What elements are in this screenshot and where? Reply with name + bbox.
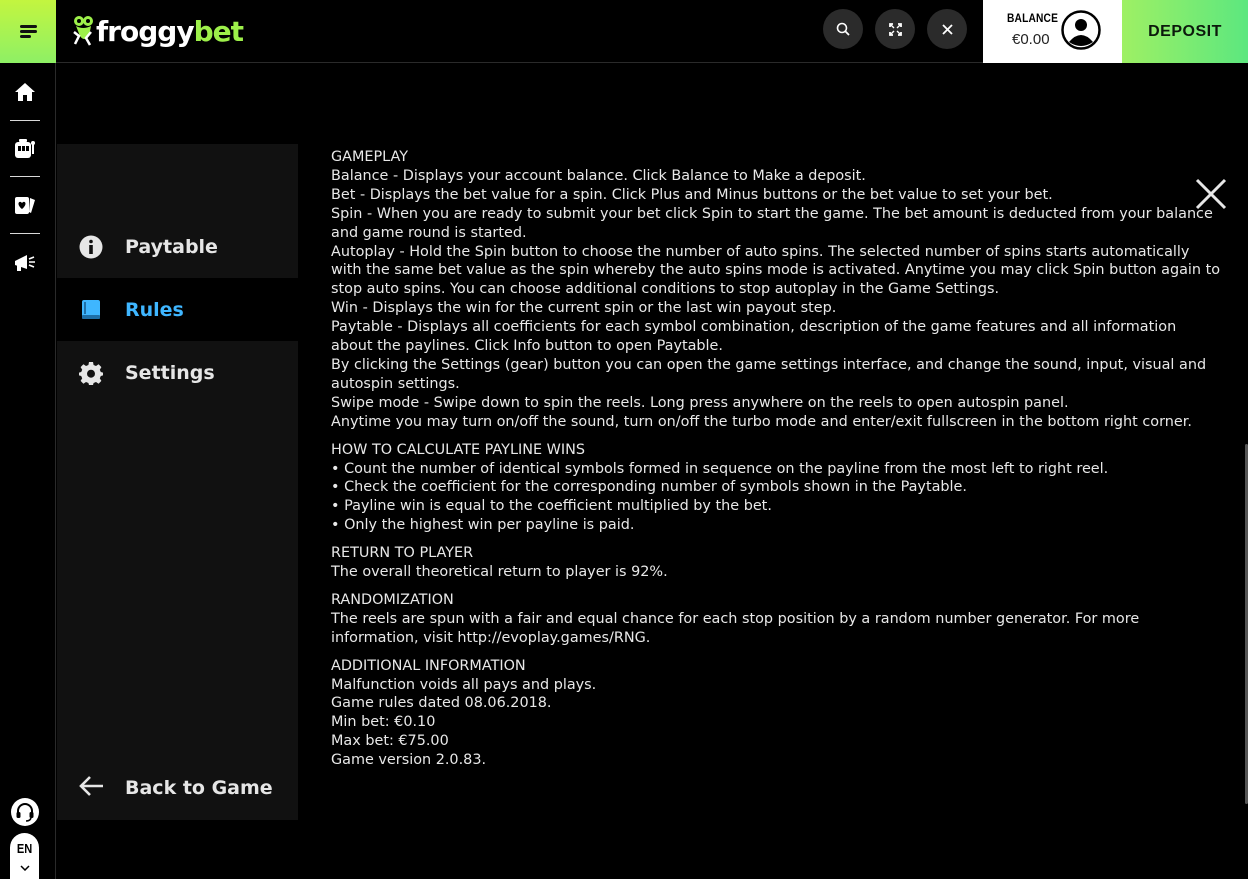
gear-icon [78, 360, 104, 386]
rule-line: Anytime you may turn on/off the sound, turn on/off the turbo mode and enter/exit fullscreen in the bottom right corner. [331, 413, 1192, 430]
fullscreen-icon [889, 23, 902, 36]
rule-line: Swipe mode - Swipe down to spin the reels. Long press anywhere on the reels to open autospin panel. [331, 394, 1069, 411]
froggybet-logo[interactable] [72, 8, 243, 54]
rule-line: By clicking the Settings (gear) button you can open the game settings interface, and change the sound, input, visual and autospin settings. [331, 356, 1207, 392]
home-icon [14, 82, 36, 102]
menu-item-label: Rules [125, 298, 184, 321]
back-to-game-label: Back to Game [125, 777, 273, 799]
casino-icon [13, 138, 37, 160]
section-heading: HOW TO CALCULATE PAYLINE WINS [331, 441, 586, 458]
rule-line: Balance - Displays your account balance. Click Balance to Make a deposit. [331, 167, 866, 184]
fullscreen-button[interactable] [875, 9, 915, 49]
rule-line: The reels are spun with a fair and equal chance for each stop position by a random number generator. For more information, visit http://evoplay.games/RNG. [331, 610, 1140, 646]
left-rail [0, 63, 56, 879]
search-button[interactable] [823, 9, 863, 49]
additional-info-section [331, 657, 1221, 770]
menu-item-settings[interactable] [57, 341, 298, 404]
rule-line: Game rules dated 08.06.2018. [331, 695, 552, 712]
top-bar [0, 0, 1248, 63]
language-code: EN [16, 841, 33, 856]
rule-line: The overall theoretical return to player is 92%. [331, 564, 668, 581]
section-heading: GAMEPLAY [331, 149, 409, 165]
rule-line: Malfunction voids all pays and plays. [331, 676, 597, 693]
search-icon [836, 22, 850, 36]
close-game-button[interactable] [927, 9, 967, 49]
info-side-menu [57, 144, 298, 820]
rule-line: Min bet: €0.10 [331, 714, 436, 731]
casino-button[interactable] [7, 131, 43, 167]
frog-logo-icon [72, 14, 94, 48]
rule-line: Bet - Displays the bet value for a spin. Click Plus and Minus buttons or the bet value to set your bet. [331, 186, 1053, 203]
section-heading: ADDITIONAL INFORMATION [331, 657, 526, 674]
language-selector[interactable] [10, 833, 39, 879]
info-icon [78, 234, 104, 260]
home-button[interactable] [7, 74, 43, 110]
rule-line: • Only the highest win per payline is paid. [331, 517, 635, 534]
rule-line: • Payline win is equal to the coefficient multiplied by the bet. [331, 498, 772, 515]
gameplay-section [331, 148, 1221, 432]
rules-panel [298, 144, 1248, 820]
rule-line: Max bet: €75.00 [331, 733, 449, 750]
book-icon [78, 297, 104, 323]
user-icon[interactable] [1061, 10, 1101, 50]
menu-item-paytable[interactable] [57, 215, 298, 278]
menu-item-label: Paytable [125, 235, 218, 258]
back-to-game-button[interactable] [57, 756, 298, 820]
randomization-section [331, 591, 1221, 648]
support-icon [10, 797, 40, 827]
chevron-down-icon [20, 865, 30, 871]
menu-toggle-button[interactable] [0, 0, 56, 63]
promotions-icon [13, 253, 37, 273]
logo-text-froggy: froggy [96, 14, 194, 48]
rule-line: Paytable - Displays all coefficients for each symbol combination, description of the game features and all information about the paylines. Click Info button to open Paytable. [331, 319, 1177, 355]
rule-line: • Count the number of identical symbols formed in sequence on the payline from the most left to right reel. [331, 460, 1109, 477]
rule-line: • Check the coefficient for the corresponding number of symbols shown in the Paytable. [331, 479, 967, 496]
balance-value: €0.00 [1012, 31, 1050, 48]
live-casino-button[interactable] [7, 187, 43, 223]
close-icon [942, 24, 953, 35]
payline-section [331, 441, 1221, 536]
promotions-button[interactable] [7, 245, 43, 281]
menu-item-rules[interactable] [57, 278, 298, 341]
logo-text-bet: bet [193, 14, 243, 48]
section-heading: RETURN TO PLAYER [331, 545, 474, 562]
balance-panel[interactable] [983, 0, 1122, 63]
rules-text [331, 149, 1221, 779]
rule-line: Game version 2.0.83. [331, 752, 487, 769]
rule-line: Spin - When you are ready to submit your bet click Spin to start the game. The bet amount is deducted from your balance and game round is started. [331, 205, 1213, 241]
rtp-section [331, 544, 1221, 582]
rule-line: Win - Displays the win for the current spin or the last win payout step. [331, 300, 837, 317]
deposit-button[interactable]: DEPOSIT [1122, 0, 1248, 63]
close-rules-icon[interactable] [1194, 177, 1228, 211]
menu-item-label: Settings [125, 361, 215, 384]
section-heading: RANDOMIZATION [331, 591, 454, 608]
balance-label: BALANCE [1007, 11, 1059, 25]
game-area [57, 64, 1248, 879]
cards-icon [14, 195, 36, 215]
arrow-left-icon [78, 775, 104, 801]
support-button[interactable] [7, 794, 43, 830]
hamburger-icon [20, 25, 37, 38]
rule-line: Autoplay - Hold the Spin button to choose the number of auto spins. The selected number of spins starts automatically with the same bet value as the spin whereby the auto spins mode is activated. Anytime you may click Spin button again to stop auto spins. You can choose additional conditions to stop autoplay in the Game Settings. [331, 243, 1221, 298]
